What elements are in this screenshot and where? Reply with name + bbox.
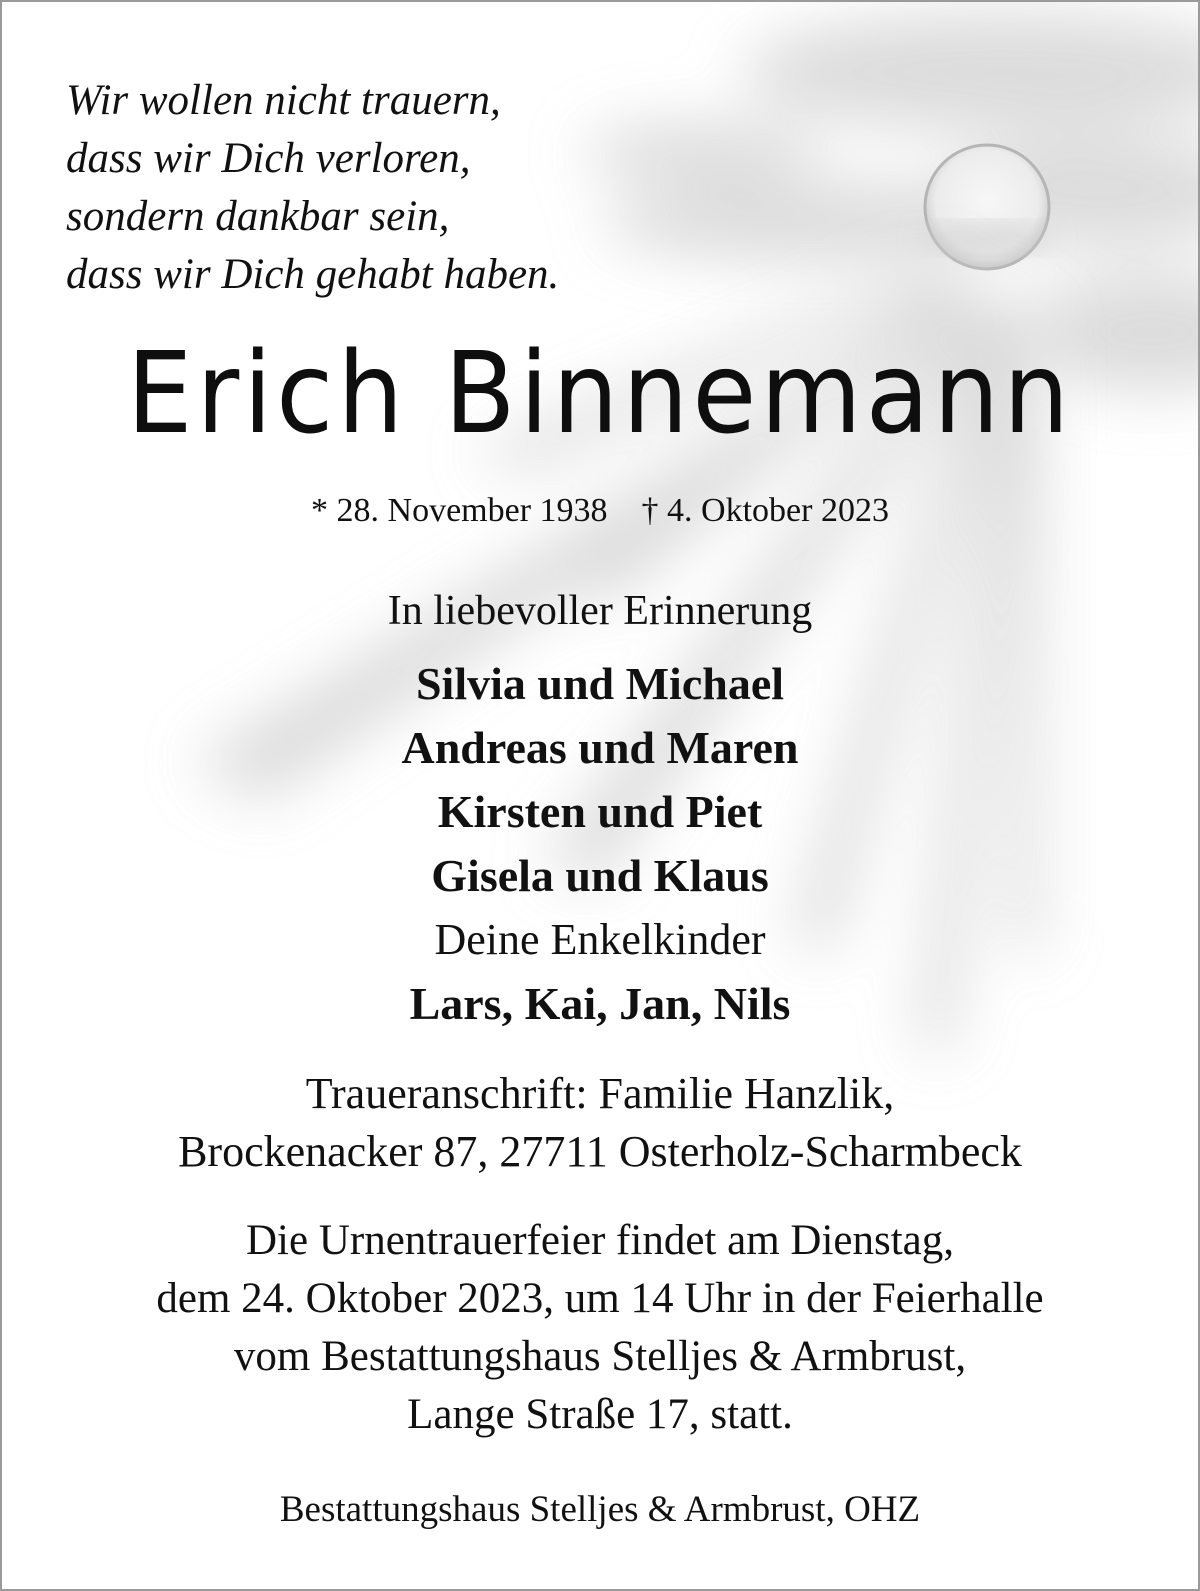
poem-line: Wir wollen nicht trauern, [66, 77, 501, 124]
poem-line: dass wir Dich verloren, [66, 135, 471, 182]
deceased-name: Erich Binnemann [126, 327, 1074, 459]
mourner-couple: Gisela und Klaus [431, 850, 769, 901]
ceremony-line: Die Urnentrauerfeier findet am Dienstag, [246, 1217, 954, 1264]
grandchildren-label: Deine Enkelkinder [434, 915, 766, 964]
address-line: Brockenacker 87, 27711 Osterholz-Scharmbeck [178, 1127, 1022, 1176]
mourner-couple: Silvia und Michael [415, 658, 785, 709]
poem-line: sondern dankbar sein, [66, 193, 450, 240]
undertaker-credit: Bestattungshaus Stelljes & Armbrust, OHZ [279, 1489, 921, 1530]
life-dates [2, 492, 1198, 530]
sun-graphic [921, 145, 1053, 269]
mourner-couple: Andreas und Maren [401, 722, 799, 773]
mourner-couple: Kirsten und Piet [437, 786, 763, 837]
ceremony-notice [2, 1212, 1198, 1444]
mourning-address [2, 1065, 1198, 1181]
mourners-list [2, 652, 1198, 1036]
mourners-intro: In liebevoller Erinnerung [387, 588, 813, 634]
ceremony-line: dem 24. Oktober 2023, um 14 Uhr in der Feierhalle [156, 1275, 1044, 1322]
death-date: † 4. Oktober 2023 [641, 492, 889, 529]
poem-line: dass wir Dich gehabt haben. [66, 251, 560, 298]
birth-date: * 28. November 1938 [311, 492, 608, 529]
address-line: Traueranschrift: Familie Hanzlik, [305, 1069, 895, 1118]
ceremony-line: vom Bestattungshaus Stelljes & Armbrust, [233, 1333, 967, 1380]
grandchildren-names: Lars, Kai, Jan, Nils [409, 978, 791, 1029]
ceremony-line: Lange Straße 17, statt. [407, 1391, 793, 1438]
memorial-poem [66, 72, 559, 304]
